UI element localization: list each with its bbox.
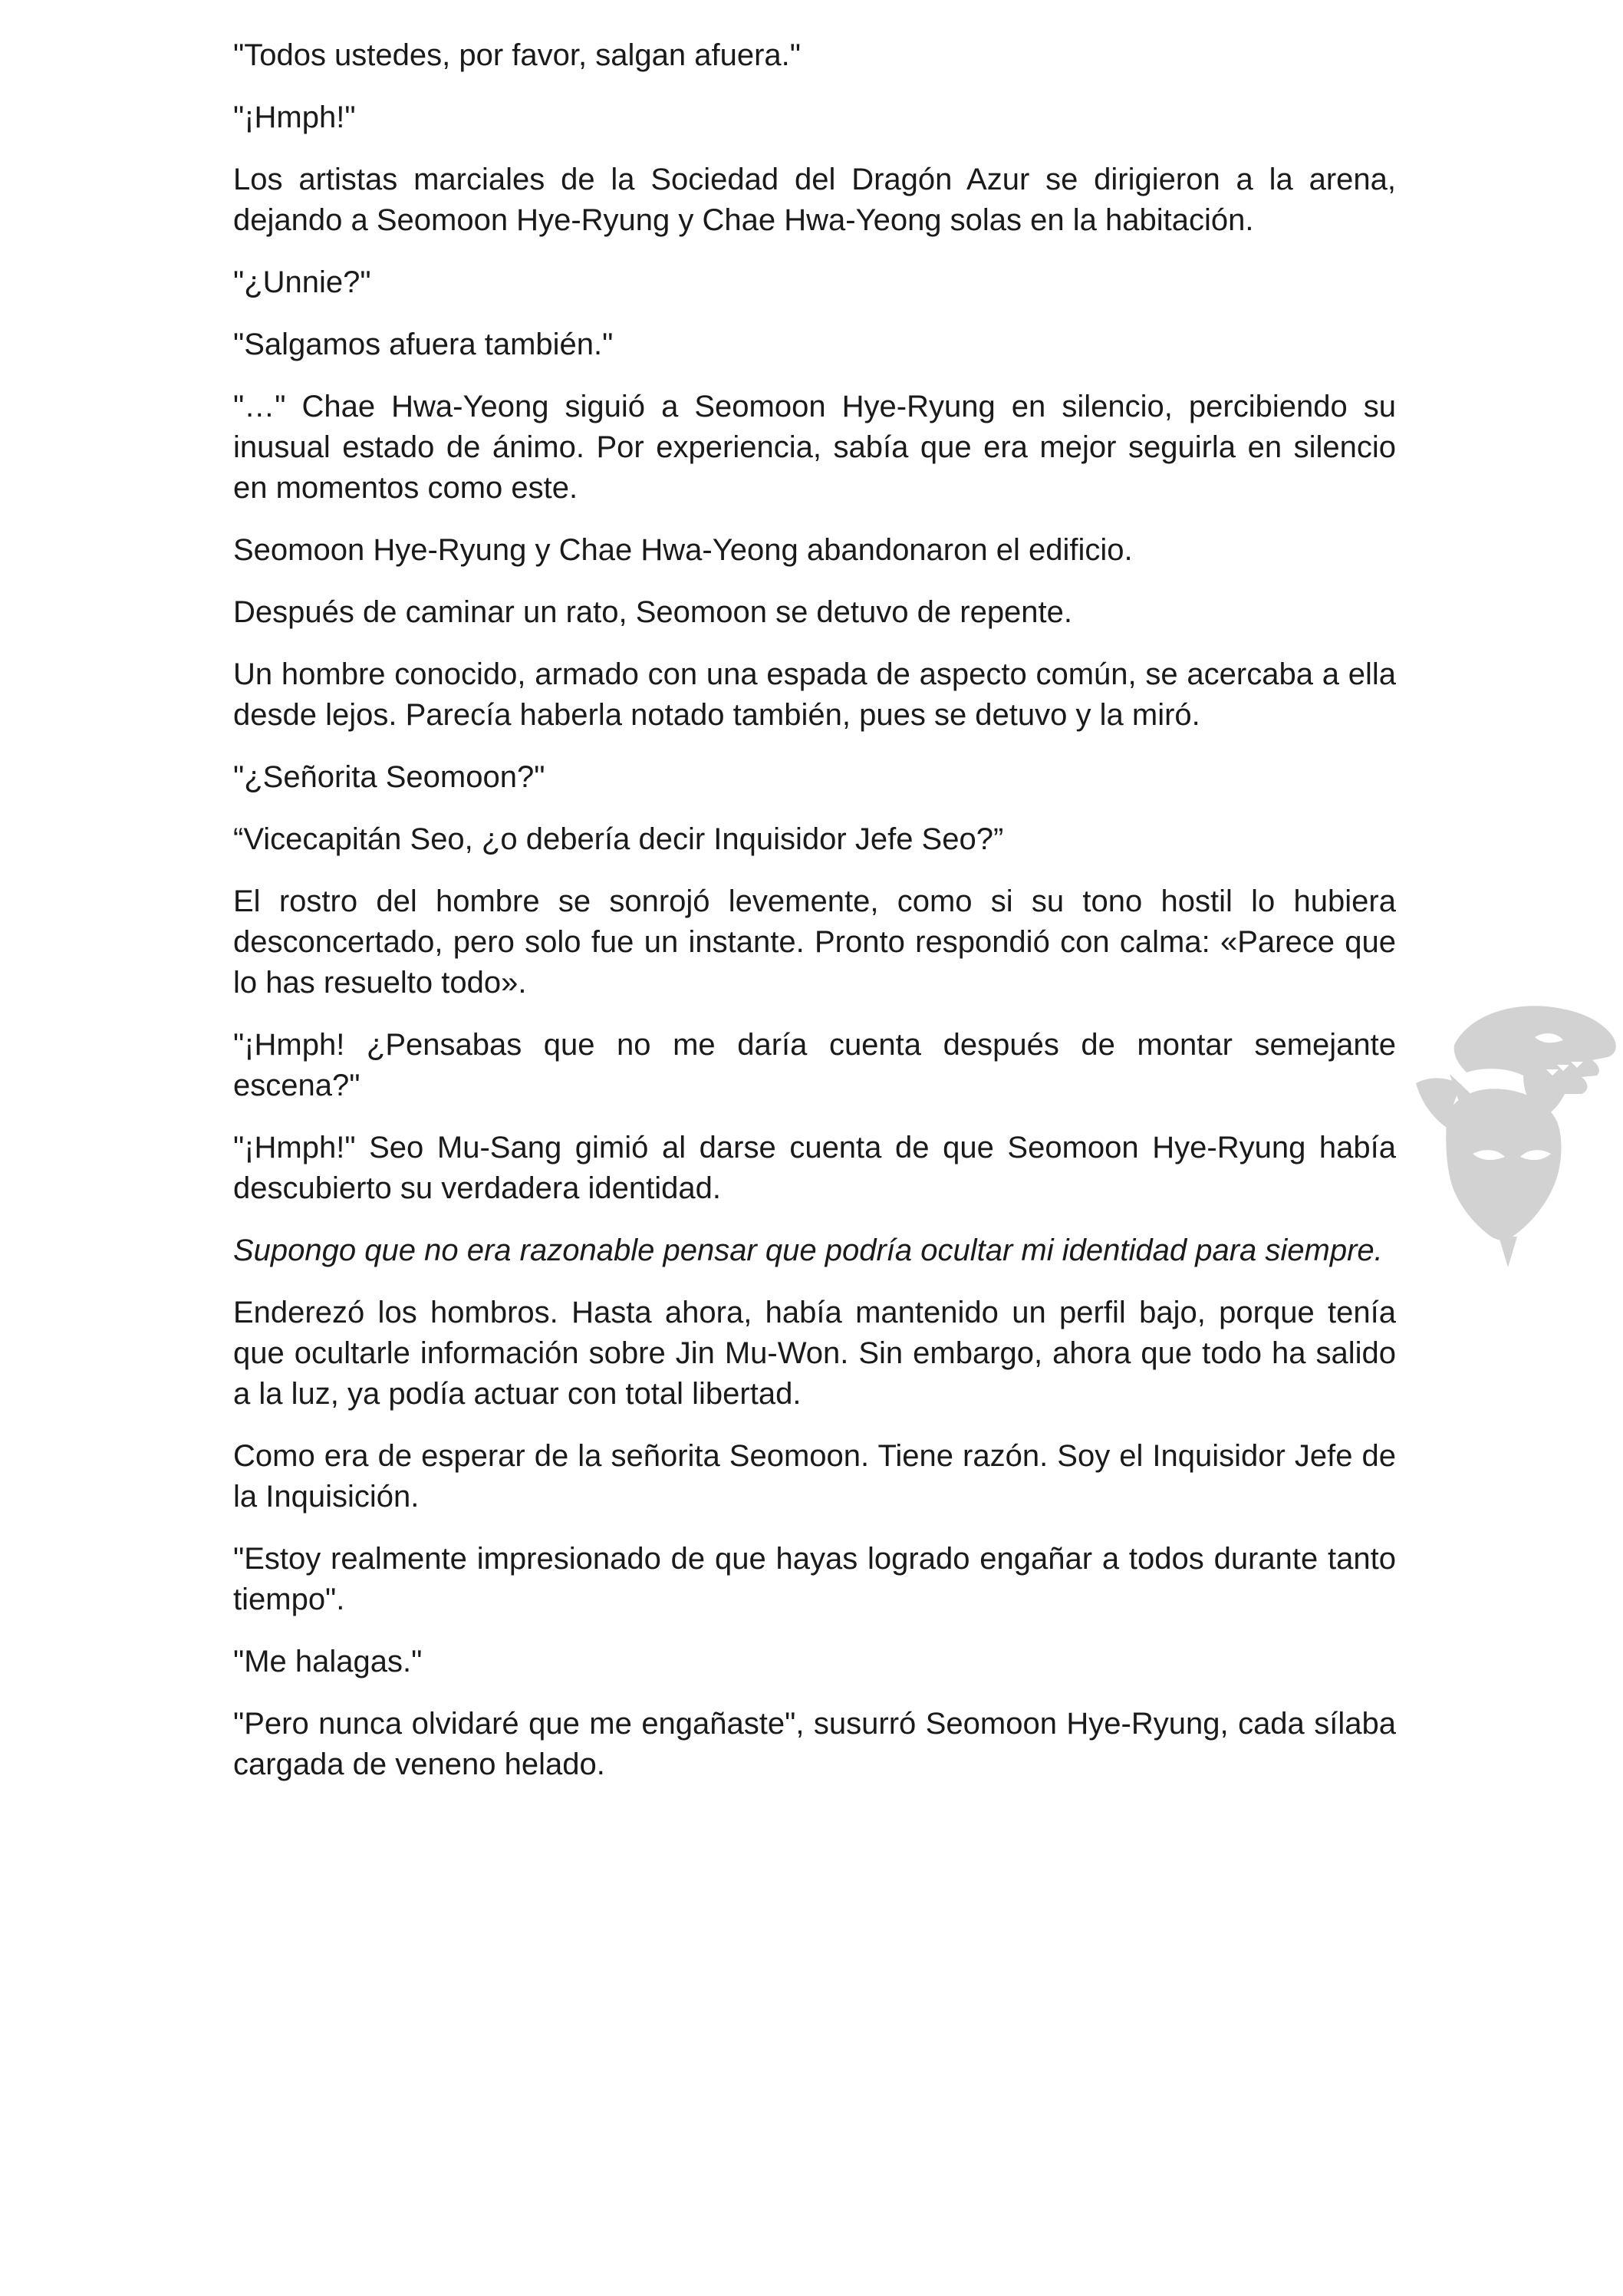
document-body (233, 35, 1396, 1807)
paragraph: Un hombre conocido, armado con una espada de aspecto común, se acercaba a ella desde lejos. Parecía haberla notado también, pues se detuvo y la miró. (233, 657, 1396, 732)
paragraph: "Todos ustedes, por favor, salgan afuera." (233, 38, 801, 72)
dinosaur-mask-watermark-icon (1401, 991, 1623, 1298)
paragraph: "Pero nunca olvidaré que me engañaste", susurró Seomoon Hye-Ryung, cada sílaba cargada de veneno helado. (233, 1707, 1396, 1781)
paragraph: "Estoy realmente impresionado de que hayas logrado engañar a todos durante tanto tiempo". (233, 1542, 1396, 1616)
paragraph: "¿Señorita Seomoon?" (233, 760, 545, 794)
paragraph: Después de caminar un rato, Seomoon se detuvo de repente. (233, 595, 1073, 629)
paragraph: "¡Hmph!" Seo Mu-Sang gimió al darse cuenta de que Seomoon Hye-Ryung había descubierto su verdadera identidad. (233, 1131, 1396, 1205)
paragraph: “Vicecapitán Seo, ¿o debería decir Inquisidor Jefe Seo?” (233, 822, 1004, 856)
paragraph: Enderezó los hombros. Hasta ahora, había mantenido un perfil bajo, porque tenía que ocultarle información sobre Jin Mu-Won. Sin embargo, ahora que todo ha salido a la luz, ya podía actuar con total libertad. (233, 1296, 1396, 1411)
paragraph: Los artistas marciales de la Sociedad del Dragón Azur se dirigieron a la arena, dejando a Seomoon Hye-Ryung y Chae Hwa-Yeong solas en la habitación. (233, 163, 1396, 237)
paragraph: Seomoon Hye-Ryung y Chae Hwa-Yeong abandonaron el edificio. (233, 533, 1133, 567)
paragraph: "¿Unnie?" (233, 265, 371, 299)
paragraph: Supongo que no era razonable pensar que podría ocultar mi identidad para siempre. (233, 1234, 1383, 1267)
paragraph: "¡Hmph!" (233, 100, 356, 134)
paragraph: El rostro del hombre se sonrojó levemente, como si su tono hostil lo hubiera desconcertado, pero solo fue un instante. Pronto respondió con calma: «Parece que lo has resuelto todo». (233, 884, 1396, 1000)
paragraph: "…" Chae Hwa-Yeong siguió a Seomoon Hye-Ryung en silencio, percibiendo su inusual estado de ánimo. Por experiencia, sabía que era mejor seguirla en silencio en momentos como este. (233, 390, 1396, 505)
paragraph: "Me halagas." (233, 1645, 423, 1678)
paragraph: "¡Hmph! ¿Pensabas que no me daría cuenta después de montar semejante escena?" (233, 1028, 1396, 1102)
paragraph: Como era de esperar de la señorita Seomoon. Tiene razón. Soy el Inquisidor Jefe de la Inquisición. (233, 1439, 1396, 1514)
paragraph: "Salgamos afuera también." (233, 328, 614, 361)
